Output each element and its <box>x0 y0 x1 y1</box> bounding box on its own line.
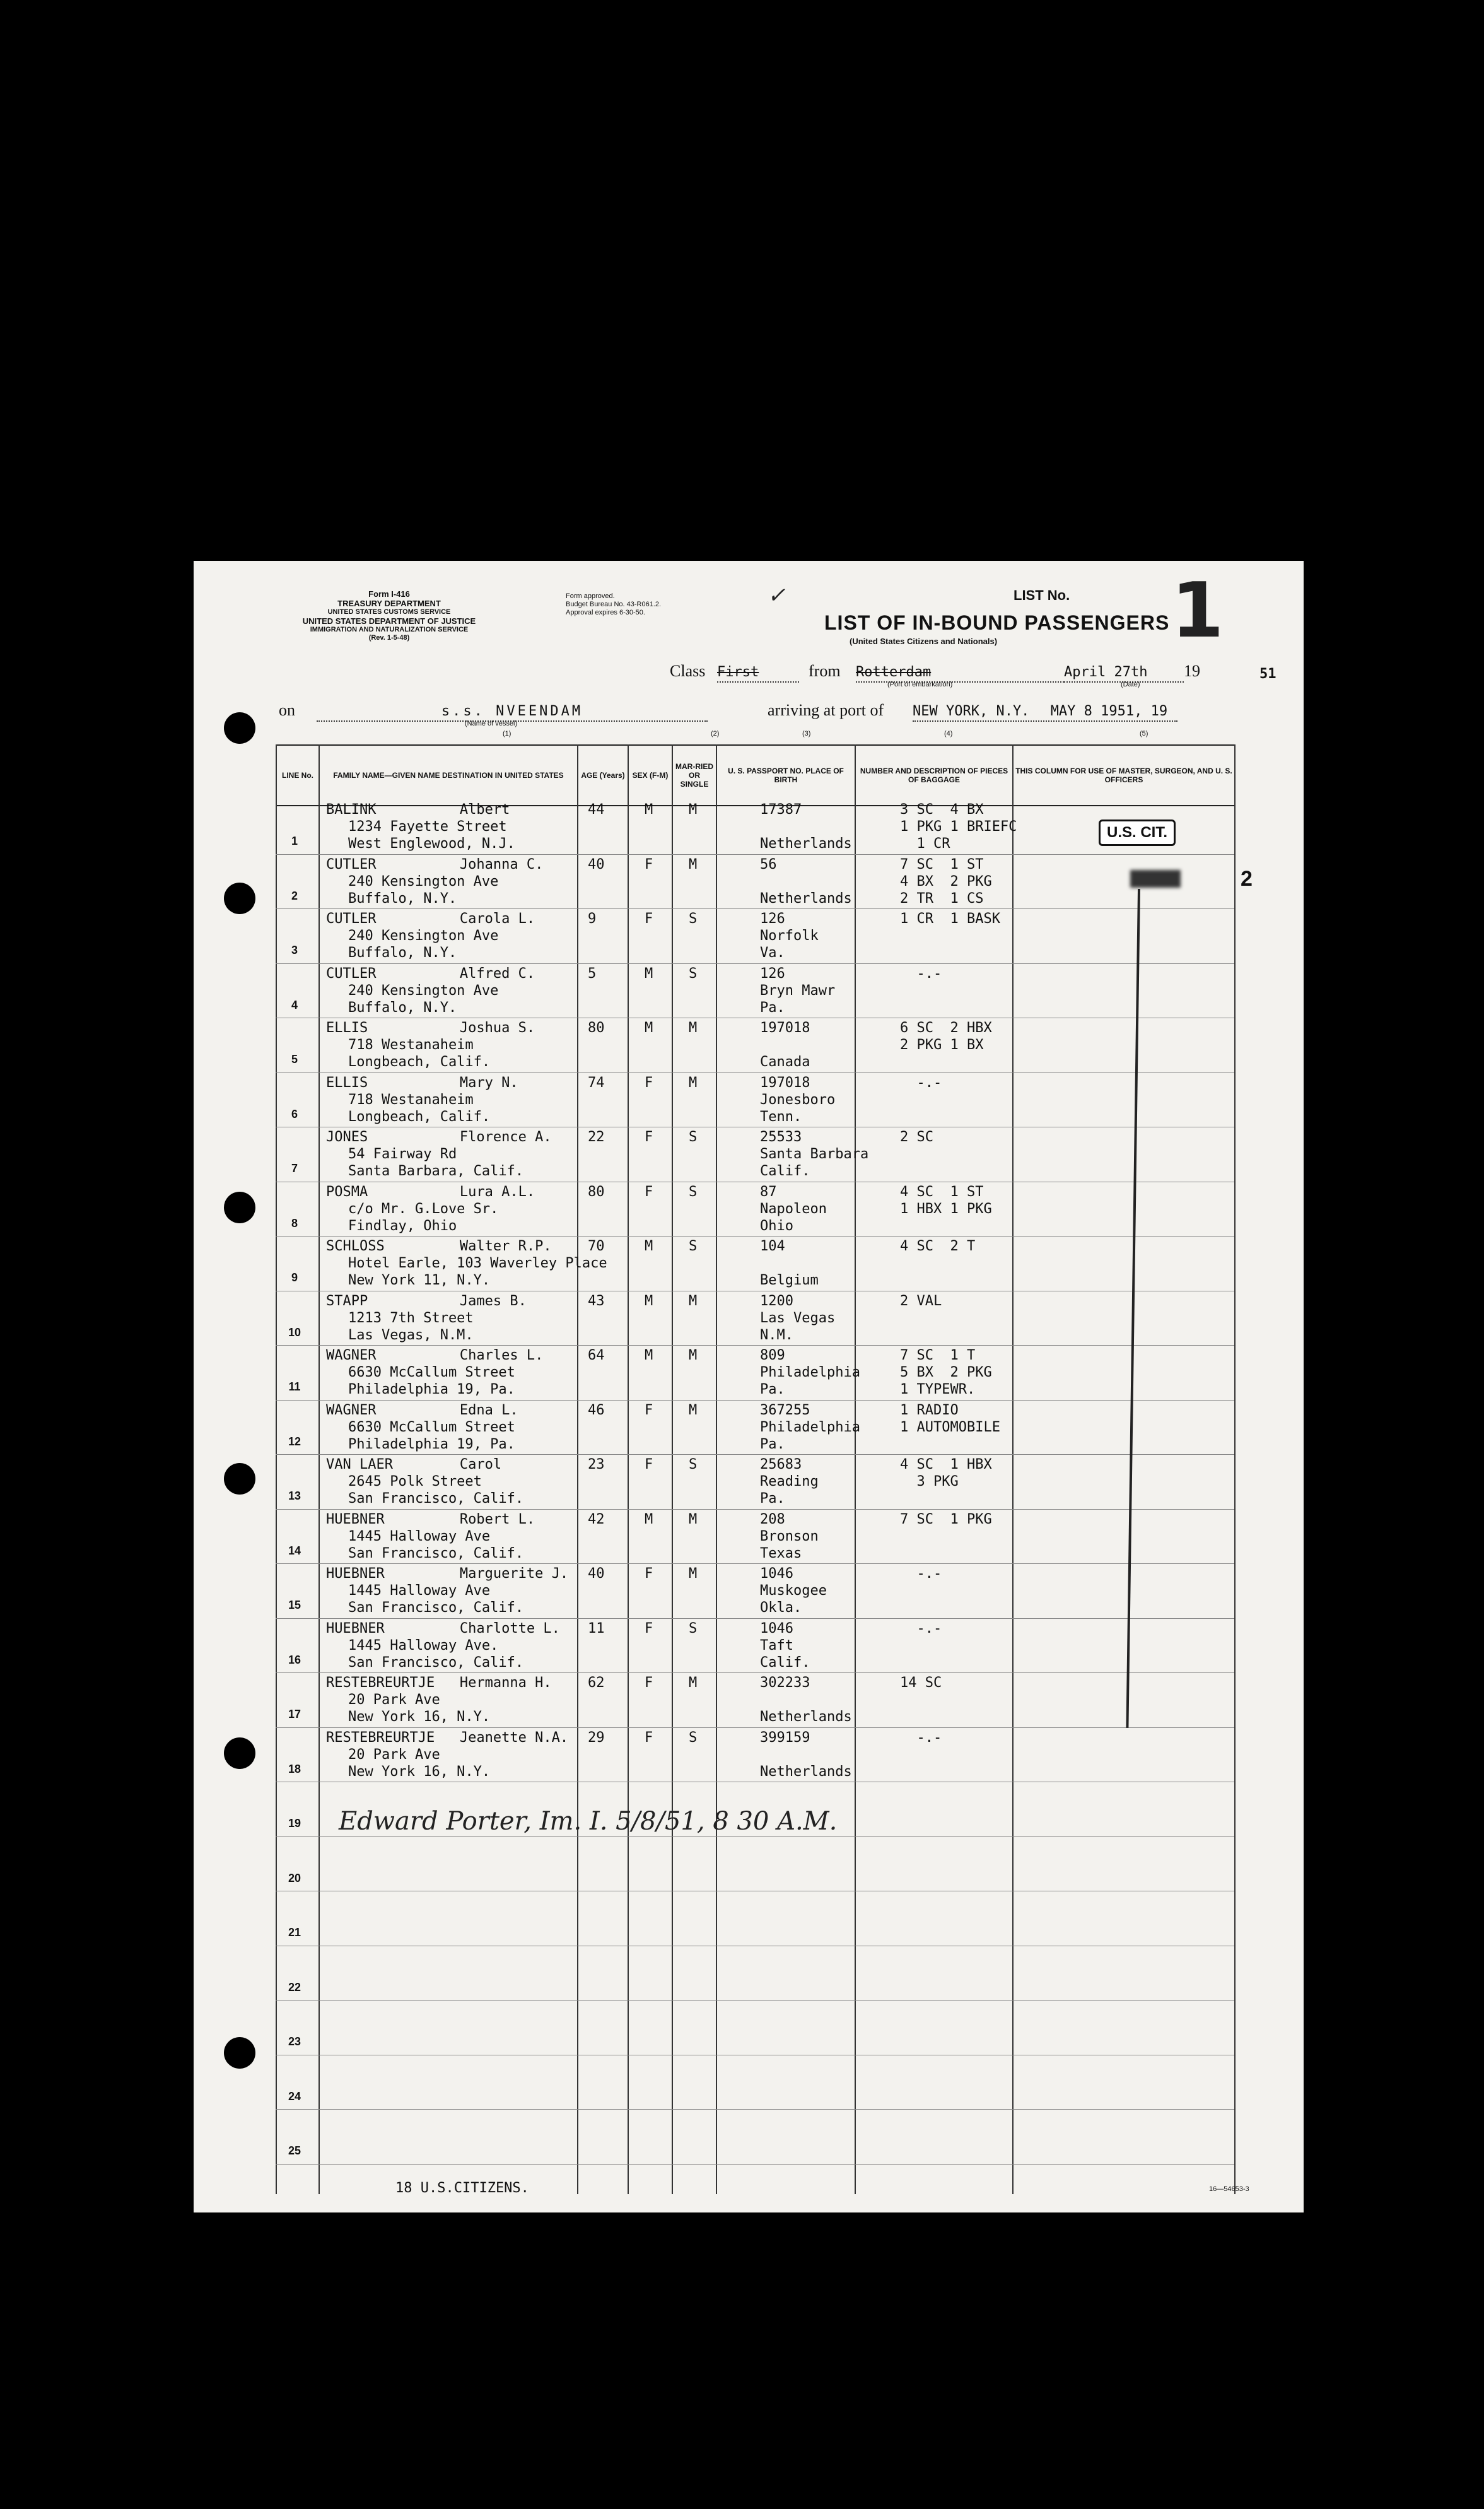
address-line-1: 240 Kensington Ave <box>348 873 499 890</box>
empty-row <box>276 2000 1234 2055</box>
col-passport-header: U. S. PASSPORT NO. PLACE OF BIRTH <box>716 745 855 806</box>
list-number: 1 <box>1171 567 1224 655</box>
expiry-line: Approval expires 6-30-50. <box>566 609 645 616</box>
baggage-line-2: 1 AUTOMOBILE <box>900 1419 1000 1435</box>
address-line-2: Findlay, Ohio <box>348 1218 457 1234</box>
col-number: (1) <box>503 730 511 737</box>
passport-number: 25533 <box>760 1129 802 1145</box>
baggage-line-2: 3 PKG <box>900 1474 959 1490</box>
marital-status: M <box>689 1511 698 1527</box>
age: 64 <box>588 1348 605 1363</box>
age: 80 <box>588 1184 605 1200</box>
baggage-line-1: -.- <box>900 1729 942 1746</box>
form-approval <box>566 592 661 617</box>
birthplace-line-2: Calif. <box>760 1654 810 1671</box>
address-line-2: Longbeach, Calif. <box>348 1054 491 1070</box>
class-value: First <box>717 663 799 683</box>
age: 23 <box>588 1457 605 1472</box>
footer-form-code: 16—54653-3 <box>1209 2185 1249 2193</box>
passenger-name: RESTEBREURTJE Jeanette N.A. <box>326 1729 569 1746</box>
col-sex-header: SEX (F-M) <box>628 745 672 806</box>
age: 74 <box>588 1074 605 1091</box>
address-line-2: Longbeach, Calif. <box>348 1108 491 1125</box>
birthplace-line-1: Philadelphia <box>760 1365 860 1380</box>
punch-hole <box>224 883 255 914</box>
passport-number: 809 <box>760 1348 785 1363</box>
line-number: 11 <box>288 1380 301 1393</box>
col-officers-header: THIS COLUMN FOR USE OF MASTER, SURGEON, AND U. S. OFFICERS <box>1013 745 1235 806</box>
address-line-2: Santa Barbara, Calif. <box>348 1163 524 1179</box>
baggage-line-1: 4 SC 1 ST <box>900 1184 984 1200</box>
address-line-2: San Francisco, Calif. <box>348 1654 524 1671</box>
address-line-2: New York 11, N.Y. <box>348 1272 491 1288</box>
age: 11 <box>588 1620 605 1636</box>
list-no-label: LIST No. <box>1014 587 1070 603</box>
col-number: (3) <box>802 730 811 737</box>
col-line-header: LINE No. <box>276 745 319 806</box>
ins-service: IMMIGRATION AND NATURALIZATION SERVICE <box>310 626 469 633</box>
revision: (Rev. 1-5-48) <box>368 634 410 642</box>
marital-status: S <box>689 1129 698 1145</box>
age: 80 <box>588 1020 605 1036</box>
embarkation-date: April 27th <box>1064 663 1184 683</box>
line-number: 13 <box>288 1490 301 1502</box>
column-rule <box>1234 744 1236 2194</box>
line-number: 6 <box>291 1107 298 1120</box>
sex: F <box>645 1675 653 1691</box>
address-line-2: San Francisco, Calif. <box>348 1600 524 1616</box>
sex: M <box>645 1238 653 1254</box>
baggage-line-1: 1 CR 1 BASK <box>900 911 1000 927</box>
birthplace-line-1: Napoleon <box>760 1201 827 1217</box>
check-mark: ✓ <box>768 583 786 608</box>
passport-number: 87 <box>760 1184 777 1200</box>
passport-number: 104 <box>760 1238 785 1254</box>
sex: M <box>645 1293 653 1309</box>
empty-row <box>276 2109 1234 2165</box>
marital-status: M <box>689 856 698 873</box>
baggage-line-1: 1 RADIO <box>900 1402 959 1418</box>
birthplace-line-2: Netherlands <box>760 1763 852 1780</box>
port-caption: (Port of embarkation) <box>887 681 953 688</box>
address-line-2: San Francisco, Calif. <box>348 1545 524 1561</box>
baggage-line-2: 1 HBX 1 PKG <box>900 1201 992 1217</box>
birthplace-line-1: Jonesboro <box>760 1091 836 1108</box>
passenger-name: POSMA Lura A.L. <box>326 1184 535 1200</box>
arrival-port: NEW YORK, N.Y. <box>913 703 1030 719</box>
line-number: 19 <box>288 1817 301 1830</box>
address-line-2: Las Vegas, N.M. <box>348 1327 474 1343</box>
baggage-line-2: 1 PKG 1 BRIEFC <box>900 819 1017 835</box>
sex: M <box>645 965 653 982</box>
passport-number: 302233 <box>760 1675 810 1691</box>
empty-row <box>276 1836 1234 1892</box>
col-number: (2) <box>711 730 720 737</box>
line-number: 20 <box>288 1871 301 1884</box>
line-number: 21 <box>288 1926 301 1939</box>
marital-status: S <box>689 1620 698 1636</box>
passport-number: 126 <box>760 911 785 927</box>
address-line-1: 20 Park Ave <box>348 1746 440 1763</box>
baggage-line-1: 6 SC 2 HBX <box>900 1020 992 1036</box>
birthplace-line-2: Va. <box>760 945 785 961</box>
col-married-header: MAR-RIED OR SINGLE <box>672 745 716 806</box>
punch-hole <box>224 712 255 744</box>
arriving-label: arriving at port of <box>768 701 884 719</box>
line-number: 2 <box>291 889 298 902</box>
sex: M <box>645 802 653 818</box>
age: 46 <box>588 1402 605 1418</box>
birthplace-line-2: Calif. <box>760 1163 810 1179</box>
budget-line: Budget Bureau No. 43-R061.2. <box>566 601 662 608</box>
birthplace-line-1: Las Vegas <box>760 1310 836 1326</box>
sex: F <box>645 1729 653 1746</box>
customs-service: UNITED STATES CUSTOMS SERVICE <box>327 608 451 616</box>
marital-status: M <box>689 1566 698 1582</box>
marital-status: S <box>689 965 698 982</box>
address-line-1: Hotel Earle, 103 Waverley Place <box>348 1255 607 1271</box>
birthplace-line-2: Pa. <box>760 999 785 1016</box>
address-line-1: 1213 7th Street <box>348 1310 474 1326</box>
punch-hole <box>224 1737 255 1769</box>
address-line-1: 1445 Halloway Ave. <box>348 1637 499 1654</box>
line-number: 12 <box>288 1435 301 1448</box>
line-number: 9 <box>291 1271 298 1284</box>
passenger-name: SCHLOSS Walter R.P. <box>326 1238 552 1254</box>
sex: F <box>645 856 653 873</box>
birthplace-line-1: Philadelphia <box>760 1419 860 1435</box>
marital-status: M <box>689 802 698 818</box>
line-number: 10 <box>288 1325 301 1339</box>
sex: F <box>645 1074 653 1091</box>
col-baggage-header: NUMBER AND DESCRIPTION OF PIECES OF BAGGAGE <box>855 745 1013 806</box>
approval-line: Form approved. <box>566 592 615 600</box>
address-line-1: 54 Fairway Rd <box>348 1146 457 1162</box>
passport-number: 367255 <box>760 1402 810 1418</box>
baggage-line-1: -.- <box>900 1620 942 1636</box>
empty-row <box>276 1946 1234 2001</box>
birthplace-line-1: Muskogee <box>760 1583 827 1599</box>
marital-status: S <box>689 1238 698 1254</box>
address-line-1: c/o Mr. G.Love Sr. <box>348 1201 499 1217</box>
justice-department: UNITED STATES DEPARTMENT OF JUSTICE <box>302 616 476 626</box>
birthplace-line-1: Bronson <box>760 1528 819 1544</box>
passenger-name: HUEBNER Robert L. <box>326 1511 535 1527</box>
marital-status: M <box>689 1074 698 1091</box>
baggage-line-1: 7 SC 1 PKG <box>900 1511 992 1527</box>
passport-number: 126 <box>760 965 785 982</box>
line-number: 3 <box>291 944 298 956</box>
passenger-name: BALINK Albert <box>326 802 510 818</box>
punch-hole <box>224 1192 255 1223</box>
address-line-2: New York 16, N.Y. <box>348 1763 491 1780</box>
footer-total: 18 U.S.CITIZENS. <box>395 2180 529 2196</box>
line-number: 24 <box>288 2089 301 2103</box>
address-line-2: New York 16, N.Y. <box>348 1709 491 1725</box>
baggage-line-1: -.- <box>900 1074 942 1091</box>
age: 40 <box>588 856 605 873</box>
passport-number: 399159 <box>760 1729 810 1746</box>
column-header-table <box>276 744 1236 806</box>
marital-status: M <box>689 1402 698 1418</box>
arrival-port-date <box>913 702 1177 722</box>
passenger-name: JONES Florence A. <box>326 1129 552 1145</box>
sex: M <box>645 1020 653 1036</box>
line-number: 15 <box>288 1599 301 1611</box>
birthplace-line-2: Belgium <box>760 1272 819 1288</box>
line-number: 16 <box>288 1653 301 1666</box>
passport-number: 208 <box>760 1511 785 1527</box>
form-header-left <box>288 589 490 642</box>
sex: F <box>645 1620 653 1636</box>
punch-hole <box>224 2037 255 2069</box>
age: 40 <box>588 1566 605 1582</box>
birthplace-line-2: Netherlands <box>760 1709 852 1725</box>
sex: F <box>645 1402 653 1418</box>
baggage-line-3: 1 CR <box>900 836 950 852</box>
passenger-name: CUTLER Alfred C. <box>326 965 535 982</box>
baggage-line-1: 4 SC 2 T <box>900 1238 976 1254</box>
address-line-1: 240 Kensington Ave <box>348 982 499 999</box>
age: 43 <box>588 1293 605 1309</box>
birthplace-line-2: Pa. <box>760 1436 785 1452</box>
age: 70 <box>588 1238 605 1254</box>
treasury-department: TREASURY DEPARTMENT <box>337 599 441 608</box>
address-line-1: 240 Kensington Ave <box>348 928 499 944</box>
passport-number: 197018 <box>760 1020 810 1036</box>
baggage-line-3: 1 TYPEWR. <box>900 1382 976 1397</box>
marital-status: M <box>689 1020 698 1036</box>
birthplace-line-2: Texas <box>760 1545 802 1561</box>
line-number: 22 <box>288 1980 301 1994</box>
age: 29 <box>588 1729 605 1746</box>
marital-status: S <box>689 911 698 927</box>
baggage-line-1: 4 SC 1 HBX <box>900 1457 992 1472</box>
passenger-name: HUEBNER Charlotte L. <box>326 1620 560 1636</box>
address-line-1: 1234 Fayette Street <box>348 819 507 835</box>
baggage-line-1: -.- <box>900 1566 942 1582</box>
punch-hole <box>224 1463 255 1495</box>
birthplace-line-2: Netherlands <box>760 836 852 852</box>
birthplace-line-1: Reading <box>760 1474 819 1490</box>
empty-row <box>276 1891 1234 1946</box>
baggage-line-1: 2 VAL <box>900 1293 942 1309</box>
ink-smudge <box>1130 870 1181 888</box>
line-number: 5 <box>291 1053 298 1066</box>
birthplace-line-2: Netherlands <box>760 890 852 907</box>
officer-note: 2 <box>1241 867 1253 891</box>
address-line-1: 2645 Polk Street <box>348 1474 482 1490</box>
line-number: 17 <box>288 1708 301 1720</box>
age: 62 <box>588 1675 605 1691</box>
passenger-name: HUEBNER Marguerite J. <box>326 1566 569 1582</box>
marital-status: M <box>689 1293 698 1309</box>
form-subtitle: (United States Citizens and Nationals) <box>850 637 998 646</box>
sex: M <box>645 1348 653 1363</box>
passenger-name: CUTLER Johanna C. <box>326 856 544 873</box>
baggage-line-2: 5 BX 2 PKG <box>900 1365 992 1380</box>
address-line-1: 20 Park Ave <box>348 1692 440 1708</box>
address-line-2: Buffalo, N.Y. <box>348 890 457 907</box>
sex: F <box>645 1457 653 1472</box>
address-line-2: Buffalo, N.Y. <box>348 999 457 1016</box>
col-number: (5) <box>1140 730 1148 737</box>
address-line-2: Philadelphia 19, Pa. <box>348 1436 515 1452</box>
sex: M <box>645 1511 653 1527</box>
birthplace-line-1: Santa Barbara <box>760 1146 869 1162</box>
passport-number: 1046 <box>760 1620 793 1636</box>
birthplace-line-2: Tenn. <box>760 1108 802 1125</box>
manifest-sheet <box>194 561 1304 2212</box>
birthplace-line-2: Ohio <box>760 1218 793 1234</box>
col-number: (4) <box>944 730 953 737</box>
vessel-caption: (Name of vessel) <box>465 720 518 727</box>
line-number: 25 <box>288 2144 301 2157</box>
marital-status: S <box>689 1457 698 1472</box>
inspector-signature: Edward Porter, Im. I. 5/8/51, 8 30 A.M. <box>339 1807 838 1836</box>
line-number: 1 <box>291 835 298 847</box>
marital-status: S <box>689 1729 698 1746</box>
address-line-2: West Englewood, N.J. <box>348 836 515 852</box>
address-line-2: Buffalo, N.Y. <box>348 945 457 961</box>
passport-number: 25683 <box>760 1457 802 1472</box>
baggage-line-1: -.- <box>900 965 942 982</box>
birthplace-line-1: Norfolk <box>760 928 819 944</box>
birthplace-line-2: N.M. <box>760 1327 793 1343</box>
address-line-1: 1445 Halloway Ave <box>348 1528 491 1544</box>
line-number: 18 <box>288 1762 301 1775</box>
sex: F <box>645 1566 653 1582</box>
address-line-1: 1445 Halloway Ave <box>348 1583 491 1599</box>
marital-status: S <box>689 1184 698 1200</box>
date-caption: (Date) <box>1121 681 1140 688</box>
col-name-header: FAMILY NAME—GIVEN NAME DESTINATION IN UNITED STATES <box>319 745 578 806</box>
marital-status: M <box>689 1348 698 1363</box>
address-line-1: 6630 McCallum Street <box>348 1365 515 1380</box>
birthplace-line-2: Okla. <box>760 1600 802 1616</box>
passenger-name: RESTEBREURTJE Hermanna H. <box>326 1675 552 1691</box>
address-line-2: San Francisco, Calif. <box>348 1491 524 1507</box>
baggage-line-1: 3 SC 4 BX <box>900 802 984 818</box>
form-number: Form I-416 <box>368 589 410 599</box>
sex: F <box>645 911 653 927</box>
baggage-line-2: 2 PKG 1 BX <box>900 1037 984 1053</box>
year-value: 51 <box>1259 666 1277 682</box>
birthplace-line-1: Taft <box>760 1637 793 1654</box>
age: 22 <box>588 1129 605 1145</box>
line-number: 4 <box>291 998 298 1011</box>
passenger-name: CUTLER Carola L. <box>326 911 535 927</box>
col-age-header: AGE (Years) <box>578 745 628 806</box>
passport-number: 1200 <box>760 1293 793 1309</box>
baggage-line-1: 14 SC <box>900 1675 942 1691</box>
port-of-embarkation: Rotterdam <box>856 663 1064 683</box>
address-line-1: 718 Westanaheim <box>348 1091 474 1108</box>
address-line-1: 718 Westanaheim <box>348 1037 474 1053</box>
passport-number: 17387 <box>760 802 802 818</box>
passport-number: 1046 <box>760 1566 793 1582</box>
passenger-name: VAN LAER Carol <box>326 1457 502 1472</box>
baggage-line-1: 2 SC <box>900 1129 933 1145</box>
class-label: Class <box>670 662 706 680</box>
passport-number: 197018 <box>760 1074 810 1091</box>
line-number: 14 <box>288 1544 301 1557</box>
line-number: 8 <box>291 1216 298 1230</box>
age: 9 <box>588 911 597 927</box>
passenger-name: WAGNER Charles L. <box>326 1348 544 1363</box>
form-title: LIST OF IN-BOUND PASSENGERS <box>824 611 1170 634</box>
age: 5 <box>588 965 597 982</box>
birthplace-line-2: Canada <box>760 1054 810 1070</box>
birthplace-line-2: Pa. <box>760 1491 785 1507</box>
passenger-name: ELLIS Mary N. <box>326 1074 518 1091</box>
from-label: from <box>809 662 841 680</box>
baggage-line-2: 4 BX 2 PKG <box>900 873 992 890</box>
age: 44 <box>588 802 605 818</box>
baggage-line-1: 7 SC 1 T <box>900 1348 976 1363</box>
empty-row <box>276 2055 1234 2110</box>
age: 42 <box>588 1511 605 1527</box>
passenger-name: WAGNER Edna L. <box>326 1402 518 1418</box>
address-line-2: Philadelphia 19, Pa. <box>348 1382 515 1397</box>
vessel-name: s.s. NVEENDAM <box>317 702 708 722</box>
year-prefix: 19 <box>1184 662 1200 680</box>
us-citizen-stamp: U.S. CIT. <box>1099 820 1176 846</box>
line-number: 23 <box>288 2035 301 2048</box>
arrival-date: MAY 8 1951, 19 <box>1050 703 1168 719</box>
on-label: on <box>279 701 295 719</box>
address-line-1: 6630 McCallum Street <box>348 1419 515 1435</box>
passenger-name: ELLIS Joshua S. <box>326 1020 535 1036</box>
birthplace-line-1: Bryn Mawr <box>760 982 836 999</box>
sex: F <box>645 1184 653 1200</box>
baggage-line-3: 2 TR 1 CS <box>900 890 984 907</box>
passport-number: 56 <box>760 856 777 873</box>
baggage-line-1: 7 SC 1 ST <box>900 856 984 873</box>
line-number: 7 <box>291 1162 298 1175</box>
marital-status: M <box>689 1675 698 1691</box>
passenger-name: STAPP James B. <box>326 1293 527 1309</box>
sex: F <box>645 1129 653 1145</box>
birthplace-line-2: Pa. <box>760 1382 785 1397</box>
